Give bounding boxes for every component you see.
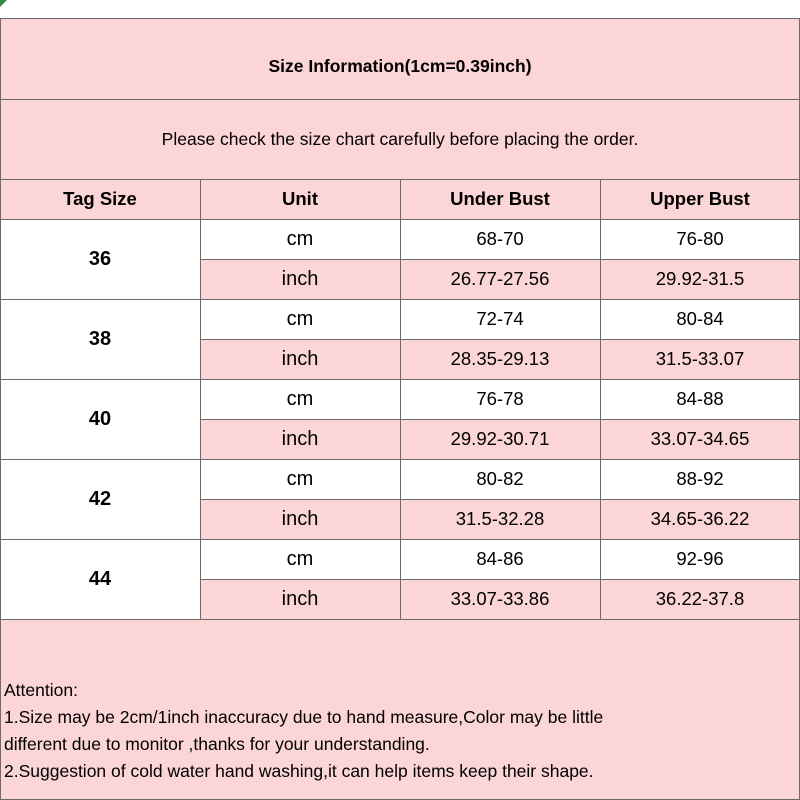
hline-split-1 [200,339,800,340]
hline-split-2 [200,419,800,420]
frame-left [0,18,1,800]
under-bust-cell: 72-74 [400,299,600,339]
upper-bust-cell: 84-88 [600,379,800,419]
column-header-4: Upper Bust [600,179,800,219]
hline-split-3 [200,499,800,500]
under-bust-cell: 68-70 [400,219,600,259]
upper-bust-cell: 29.92-31.5 [600,259,800,299]
under-bust-cell: 31.5-32.28 [400,499,600,539]
upper-bust-cell: 92-96 [600,539,800,579]
upper-bust-cell: 36.22-37.8 [600,579,800,619]
upper-bust-cell: 34.65-36.22 [600,499,800,539]
vline-1 [400,179,401,620]
frame-top [0,18,800,19]
hline-split-4 [200,579,800,580]
unit-cell: inch [200,579,400,619]
under-bust-cell: 80-82 [400,459,600,499]
attention-heading: Attention: [4,680,78,700]
column-header-1: Tag Size [0,179,200,219]
attention-line-1: 1.Size may be 2cm/1inch inaccuracy due to hand measure,Color may be little [4,707,604,727]
upper-bust-cell: 76-80 [600,219,800,259]
unit-cell: cm [200,459,400,499]
corner-marker [0,0,7,7]
tag-size-cell: 44 [0,539,200,619]
vline-2 [600,179,601,620]
attention-line-2: different due to monitor ,thanks for your understanding. [4,734,430,754]
under-bust-cell: 84-86 [400,539,600,579]
unit-cell: inch [200,259,400,299]
size-chart-subtitle: Please check the size chart carefully before placing the order. [0,99,800,179]
unit-cell: cm [200,219,400,259]
upper-bust-cell: 33.07-34.65 [600,419,800,459]
under-bust-cell: 26.77-27.56 [400,259,600,299]
column-header-2: Unit [200,179,400,219]
unit-cell: inch [200,419,400,459]
tag-size-cell: 40 [0,379,200,459]
upper-bust-cell: 88-92 [600,459,800,499]
attention-notes [0,620,800,800]
size-chart-title: Size Information(1cm=0.39inch) [0,19,800,99]
unit-cell: inch [200,339,400,379]
under-bust-cell: 33.07-33.86 [400,579,600,619]
unit-cell: cm [200,299,400,339]
attention-line-3: 2.Suggestion of cold water hand washing,it can help items keep their shape. [4,761,594,781]
upper-bust-cell: 80-84 [600,299,800,339]
hline-split-0 [200,259,800,260]
vline-0 [200,179,201,620]
tag-size-cell: 38 [0,299,200,379]
hline-0 [0,99,800,100]
unit-cell: inch [200,499,400,539]
upper-bust-cell: 31.5-33.07 [600,339,800,379]
under-bust-cell: 29.92-30.71 [400,419,600,459]
tag-size-cell: 36 [0,219,200,299]
unit-cell: cm [200,539,400,579]
under-bust-cell: 28.35-29.13 [400,339,600,379]
column-header-3: Under Bust [400,179,600,219]
unit-cell: cm [200,379,400,419]
under-bust-cell: 76-78 [400,379,600,419]
tag-size-cell: 42 [0,459,200,539]
